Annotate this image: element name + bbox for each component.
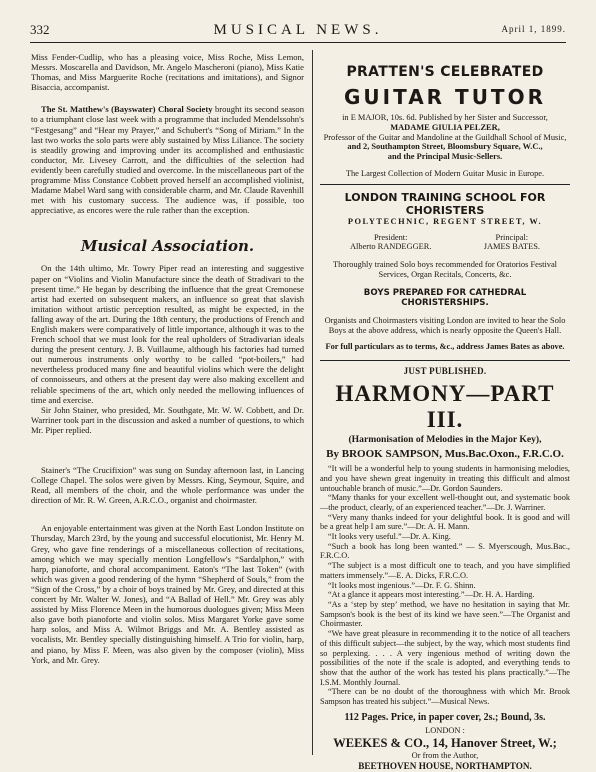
ad-text: in E MAJOR, 10s. 6d. Published by her Sister and Successor,	[342, 113, 548, 122]
testimonials	[320, 464, 570, 707]
ad-text: For full particulars as to terms, &c., address James Bates as above.	[325, 341, 565, 351]
president-name: Alberto RANDEGGER.	[350, 242, 432, 252]
testimonial: “Many thanks for your excellent well-thought out, and systematic book—the product, clearly, of an experienced teacher.”—Dr. J. Warriner.	[320, 493, 570, 512]
ad-headline-large: HARMONY—PART III.	[335, 380, 555, 432]
ad-kicker: JUST PUBLISHED.	[403, 365, 487, 376]
testimonial: “At a glance it appears most interesting.”—Dr. H. A. Harding.	[328, 590, 535, 600]
ad-text: and 2, Southampton Street, Bloomsbury Square, W.C.,	[347, 142, 543, 152]
society-name: The St. Matthew's (Bayswater) Choral Society	[41, 104, 213, 115]
author-address: BEETHOVEN HOUSE, NORTHAMPTON.	[358, 761, 532, 772]
principal-label: Principal:	[495, 232, 529, 242]
publisher-name: WEEKES & CO., 14, Hanover Street, W.;	[333, 736, 557, 751]
price-line: 112 Pages. Price, in paper cover, 2s.; Bound, 3s.	[344, 711, 546, 723]
article-paragraph: Sir John Stainer, who presided, Mr. Southgate, Mr. W. W. Cobbett, and Dr. Warriner took part in the discussion and asked a number of questions, to which Mr. Piper replied.	[31, 404, 304, 435]
testimonial: “The subject is a most difficult one to teach, and you have simplified matters immensely.”—E. A. Dicks, F.R.C.O.	[320, 561, 570, 580]
ad-author: By BROOK SAMPSON, Mus.Bac.Oxon., F.R.C.O.	[326, 448, 564, 461]
harmony-book-ad	[320, 367, 570, 772]
ad-divider	[320, 184, 570, 185]
article-text: brought its second season to a triumphant close last week with a programme that included Mendelssohn's “Festgesang” and “Hear my Prayer,” and Schubert's “Song of Miriam.” In the last two works the solo parts were ably sustained by Miss Liliance. The society is steadily growing and improving under its accomplished and enthusiastic conductor, Mr. Livesey Carrott, and the difficulties of the selection had evidently been carefully studied and overcome. In the miscellaneous part of the programme Miss Constance Cobbett proved herself an accomplished violinist, Madame Mabel Ward sang with considerable charm, and Mr. Claude Ravenhill met with his customary success. The audience was, if possible, too appreciative, as encores were the rule rather than the exception.	[31, 104, 304, 216]
ad-headline: PRATTEN'S CELEBRATED	[346, 64, 544, 80]
president-block	[350, 233, 431, 253]
article-paragraph: An enjoyable entertainment was given at the North East London Institute on Thursday, March 23rd, by the young and successful elocutionist, Mr. Henry M. Grey, who gave fine renderings of a miscellaneous collection of recitations, among which we may specially mention Longfellow's “Sardalphon,” with harp, pianoforte, and choral accompaniment. Eaton's “The last Token” (with which was given a good rendering of the hymn “Shepherd of Souls,” from the “Sign of the Cross,” by a choir of boys trained by Mr. Grey, and directed at this concert by Mr. Walter W. Jones), and “A Ballad of Hell.” Mr. Grey was ably assisted by Miss Florence Meen in the humorous duologues given; Miss Meen also gave both pianoforte and violin solos. Miss Margaret Yorke gave some harp solos, and Miss A. Wilmot Briggs and Mr. A. Bentley assisted as vocalists, Mr. Bentley specially distinguishing himself. A Trio for violin, harp, and piano, by Miss F. Meen, was also given by the composer (violin), Miss York, and Mr. Grey.	[31, 523, 304, 665]
publisher-city: LONDON :	[425, 725, 465, 735]
testimonial: “It looks very useful.”—Dr. A. King.	[328, 532, 451, 542]
president-label: President:	[373, 232, 408, 242]
article-paragraph: Miss Fender-Cudlip, who has a pleasing voice, Miss Roche, Miss Lemon, Messrs. Moscarella and Davidson, Mr. Angelo Mascheroni (piano), Miss Katie Thomas, and Miss Marguerite Roche (recitations and imitations), and Signor Bisaccia, accompanist.	[31, 52, 304, 93]
principal-name: JAMES BATES.	[483, 242, 540, 252]
ad-text: and the Principal Music-Sellers.	[387, 152, 503, 162]
testimonial: “As a ‘step by step’ method, we have no hesitation in saying that Mr. Sampson's book is the best of its kind we have seen.”—The Organist and Choirmaster.	[320, 599, 570, 629]
right-column	[320, 52, 570, 772]
ad-subtitle: (Harmonisation of Melodies in the Major Key),	[348, 433, 542, 445]
ad-subheadline: POLYTECHNIC, REGENT STREET, W.	[347, 216, 543, 226]
ad-text: The Largest Collection of Modern Guitar Music in Europe.	[345, 168, 545, 178]
ad-headline-large: GUITAR TUTOR	[344, 85, 546, 109]
principal-block	[484, 233, 540, 253]
page-number: 332	[30, 22, 50, 37]
ad-emphasis: BOYS PREPARED FOR CATHEDRAL CHORISTERSHIPS.	[363, 287, 527, 308]
masthead-title: MUSICAL NEWS.	[213, 22, 383, 38]
alt-source: Or from the Author,	[411, 751, 479, 761]
article-paragraph	[31, 104, 304, 215]
ad-headline: LONDON TRAINING SCHOOL FOR CHORISTERS	[344, 190, 546, 217]
testimonial: “There can be no doubt of the thoroughness with which Mr. Brook Sampson has treated his subject.”—Musical News.	[320, 687, 570, 707]
ad-text: MADAME GIULIA PELZER,	[390, 122, 500, 132]
officers-row	[320, 233, 570, 253]
ad-divider	[320, 360, 570, 361]
testimonial: “We have great pleasure in recommending it to the notice of all teachers of this difficult subject—the subject, by the way, which most students find so perplexing. . . . A very ingenious method of writing down the possibilities of the note if the scale is adopted, and everything tends to show that the author of the work has tested his plans practically.”—The I.S.M. Monthly Journal.	[320, 629, 570, 687]
testimonial: “Very many thanks indeed for your delightful book. It is good and will be a great help I am sure.”—Dr. A. H. Mann.	[320, 512, 570, 532]
ad-text: Thoroughly trained Solo boys recommended for Oratorios Festival Services, Organ Recitals, Concerts, &c.	[333, 260, 557, 279]
left-column	[31, 52, 304, 665]
testimonial: “Such a book has long been wanted.” — S. Myerscough, Mus.Bac., F.R.C.O.	[320, 541, 570, 561]
choristers-school-ad	[320, 191, 570, 352]
testimonial: “It looks most ingenious.”—Dr. F. G. Shinn.	[328, 580, 476, 590]
article-paragraph: On the 14th ultimo, Mr. Towry Piper read an interesting and suggestive paper on “Violins and Violin Manufacture since the death of Stradivari to the present time.” He began by describing the influence that the great Cremonese artist had exerted on subsequent makers, an influence so great that slavish imitation without artistic perception resulted, as might be expected, in the falling away of the art. During the 18th century, the productions of French and English makers were comparatively of little importance, although it was to the French school that we must look for the real upholders of Stradivarian ideals during the present century. J. B. Vuillaume, although his factories had turned out numerous instruments only worthy to be called “pot-boilers,” had nevertheless produced many fine and beautiful violins which were the delight of connoisseurs, and others at the present day were also making excellent and reliable specimens of the art, which only needed the mellowing influences of time and exercise.	[31, 263, 304, 405]
issue-date: April 1, 1899.	[501, 24, 566, 34]
article-paragraph: Stainer's “The Crucifixion” was sung on Sunday afternoon last, in Lancing College Chapel. The solos were given by Messrs. King, Seymour, Squire, and Read, all members of the choir, and the whole performance was under the direction of Mr. R. W. Green, A.R.C.O., organist and choirmaster.	[31, 465, 304, 506]
header-rule	[30, 42, 566, 43]
column-divider	[312, 50, 313, 755]
section-heading: Musical Association.	[80, 237, 255, 256]
ad-text: Professor of the Guitar and Mandoline at the Guildhall School of Music,	[323, 132, 567, 142]
page-header	[30, 22, 566, 40]
guitar-tutor-ad	[320, 64, 570, 179]
ad-text: Organists and Choirmasters visiting London are invited to hear the Solo Boys at the above address, which is nearly opposite the Queen's Hall.	[324, 316, 566, 336]
testimonial: “It will be a wonderful help to young students in harmonising melodies, and you have shewn great ingenuity in treating this difficult and almost untouchable branch of music.”—Dr. Gordon Saunders.	[320, 464, 570, 493]
